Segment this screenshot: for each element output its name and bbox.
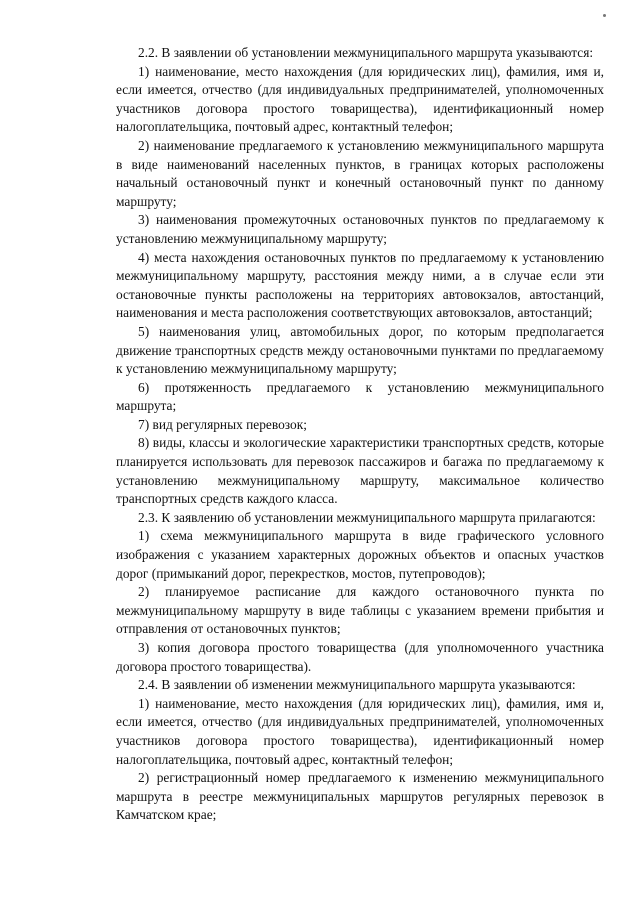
section-2-3-item-3: 3) копия договора простого товарищества (для уполномоченного участника договора простого товарищества). xyxy=(116,640,604,674)
section-2-3-item-2: 2) планируемое расписание для каждого остановочного пункта по межмуниципальному маршруту в виде таблицы с указанием времени прибытия и отправления от остановочных пунктов; xyxy=(116,584,604,637)
section-2-2-item-4: 4) места нахождения остановочных пунктов по предлагаемому к установлению межмуниципальному маршруту, расстояния между ними, а в случае если эти остановочные пункты расположены на территориях автовокзалов, автостанций, наименования и места расположения соответствующих автовокзалов, автостанций; xyxy=(116,249,604,321)
section-2-2-item-1: 1) наименование, место нахождения (для юридических лиц), фамилия, имя и, если имеется, отчество (для индивидуальных предпринимателей, уполномоченных участников договора простого товарищества), идентификационный номер налогоплательщика, почтовый адрес, контактный телефон; xyxy=(116,63,604,135)
document-page xyxy=(116,44,604,825)
section-2-4-item-1: 1) наименование, место нахождения (для юридических лиц), фамилия, имя и, если имеется, отчество (для индивидуальных предпринимателей, уполномоченных участников договора простого товарищества), идентификационный номер налогоплательщика, почтовый адрес, контактный телефон; xyxy=(116,695,604,767)
section-2-4-heading: 2.4. В заявлении об изменении межмуниципального маршрута указываются: xyxy=(138,677,576,693)
section-2-2-heading: 2.2. В заявлении об установлении межмуниципального маршрута указываются: xyxy=(138,45,594,60)
section-2-4-item-2: 2) регистрационный номер предлагаемого к изменению межмуниципального маршрута в реестре межмуниципальных маршрутов регулярных перевозок в Камчатском крае; xyxy=(116,770,604,823)
section-2-3-heading: 2.3. К заявлению об установлении межмуниципального маршрута прилагаются: xyxy=(138,509,596,525)
section-2-2-item-3: 3) наименования промежуточных остановочных пунктов по предлагаемому к установлению межмуниципальному маршруту; xyxy=(116,212,604,246)
section-2-3-item-1: 1) схема межмуниципального маршрута в виде графического условного изображения с указанием характерных дорожных объектов и опасных участков дорог (примыканий дорог, перекрестков, мостов, путепроводов); xyxy=(116,528,604,581)
section-2-2-item-6: 6) протяженность предлагаемого к установлению межмуниципального маршрута; xyxy=(116,379,604,414)
section-2-2-item-2: 2) наименование предлагаемого к установлению межмуниципального маршрута в виде наименований населенных пунктов, в границах которых расположены начальный остановочный пункт и конечный остановочный пункт по данному маршруту; xyxy=(116,137,604,209)
section-2-2-item-5: 5) наименования улиц, автомобильных дорог, по которым предполагается движение транспортных средств между остановочными пунктами по предлагаемому к установлению межмуниципальному маршруту; xyxy=(116,323,604,377)
section-2-2-item-8: 8) виды, классы и экологические характеристики транспортных средств, которые планируется использовать для перевозок пассажиров и багажа по предлагаемому к установлению межмуниципальному маршруту, максимальное количество транспортных средств каждого класса. xyxy=(116,435,604,507)
section-2-2-item-7: 7) вид регулярных перевозок; xyxy=(138,416,307,432)
scan-mark xyxy=(603,14,606,17)
